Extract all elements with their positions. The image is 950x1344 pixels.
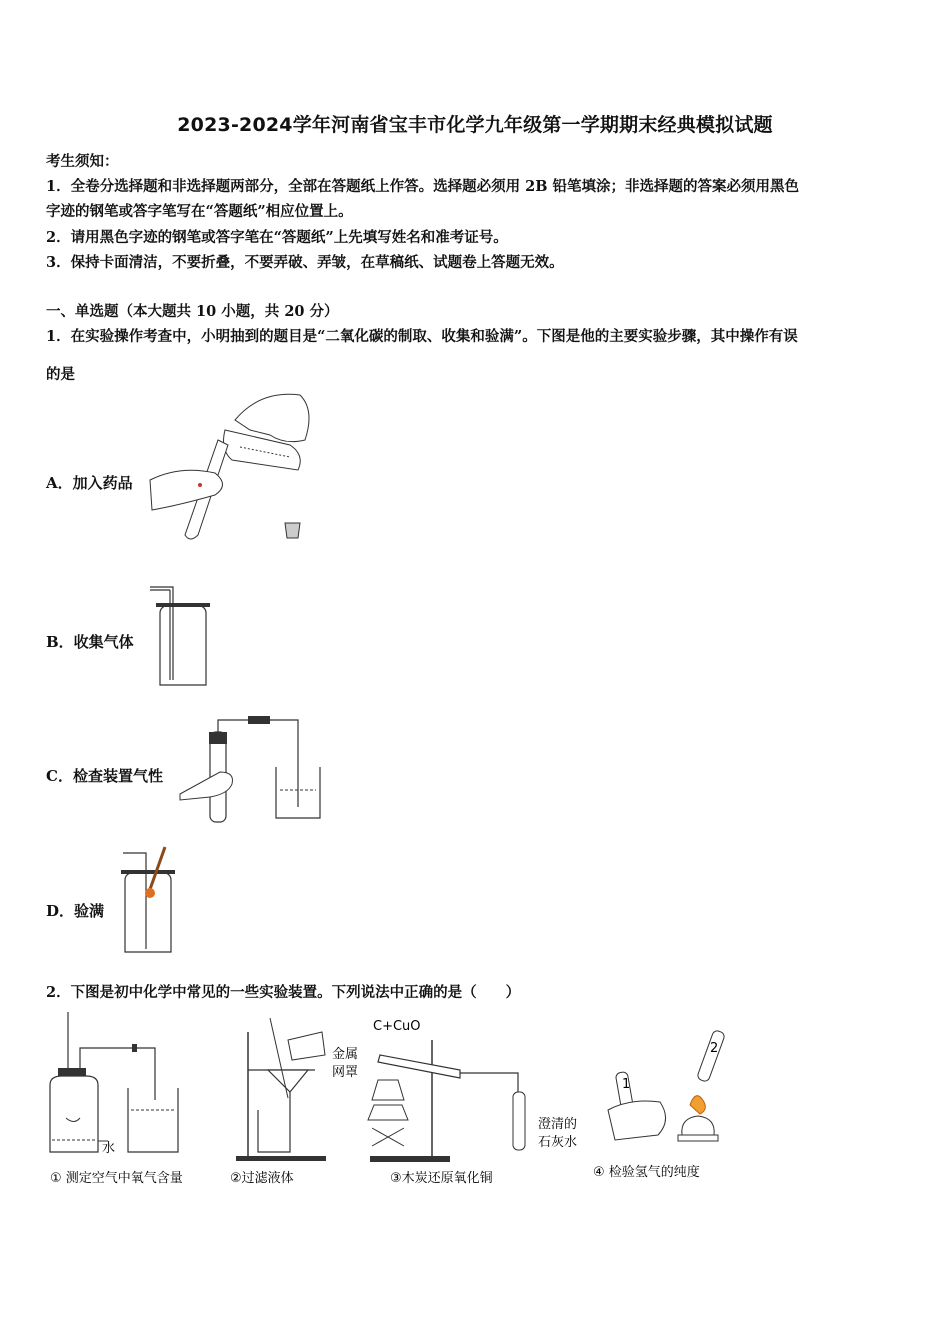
limewater-label-2: 石灰水 <box>538 1135 578 1150</box>
notice-line-2: 2．请用黑色字迹的钢笔或答字笔在“答题纸”上先填写姓名和准考证号。 <box>46 229 508 246</box>
reactant-label: C+CuO <box>373 1019 421 1034</box>
question-1-stem-cont: 的是 <box>46 366 75 383</box>
page-title: 2023-2024学年河南省宝丰市化学九年级第一学期期末经典模拟试题 <box>177 114 773 136</box>
question-2-stem: 2．下图是初中化学中常见的一些实验装置。下列说法中正确的是（ ） <box>46 984 521 1001</box>
question-2-figure <box>40 1010 740 1190</box>
notice-line-1a: 1．全卷分选择题和非选择题两部分，全部在答题纸上作答。选择题必须用 2B 铅笔填涂；非选择题的答案必须用黑色 <box>46 178 800 195</box>
question-1-stem: 1．在实验操作考查中，小明抽到的题目是“二氧化碳的制取、收集和验满”。下图是他的主要实验步骤，其中操作有误 <box>46 328 798 345</box>
caption-3: ③木炭还原氧化铜 <box>390 1171 493 1186</box>
caption-2: ②过滤液体 <box>230 1171 294 1186</box>
option-c-figure <box>180 712 330 824</box>
option-b-label: B．收集气体 <box>46 633 134 651</box>
caption-4: ④ 检验氢气的纯度 <box>593 1165 700 1180</box>
metal-mesh-label-1: 金属 <box>332 1047 359 1062</box>
option-a-figure <box>140 385 320 545</box>
limewater-label-1: 澄清的 <box>538 1117 578 1132</box>
caption-1: ① 测定空气中氧气含量 <box>50 1171 183 1186</box>
notice-line-3: 3．保持卡面清洁，不要折叠，不要弄破、弄皱，在草稿纸、试题卷上答题无效。 <box>46 254 564 271</box>
option-b-figure <box>148 585 218 690</box>
apparatus-filtration <box>236 1018 326 1161</box>
option-d-label: D．验满 <box>46 902 105 920</box>
option-c-label: C．检查装置气性 <box>46 767 163 785</box>
metal-mesh-label-2: 网罩 <box>332 1065 359 1080</box>
section-heading: 一、单选题（本大题共 10 小题，共 20 分） <box>46 303 339 320</box>
option-d-figure <box>118 845 178 955</box>
tube-2-label: 2 <box>710 1041 719 1056</box>
notice-heading: 考生须知： <box>46 153 119 170</box>
tube-1-label: 1 <box>622 1077 631 1092</box>
notice-line-1b: 字迹的钢笔或答字笔写在“答题纸”相应位置上。 <box>46 203 353 220</box>
apparatus-hydrogen-purity <box>608 1030 726 1141</box>
apparatus-carbon-reduction <box>332 1019 577 1162</box>
water-label: 水 <box>102 1141 116 1156</box>
apparatus-oxygen-measurement <box>50 1012 178 1156</box>
option-a-label: A．加入药品 <box>46 474 133 492</box>
